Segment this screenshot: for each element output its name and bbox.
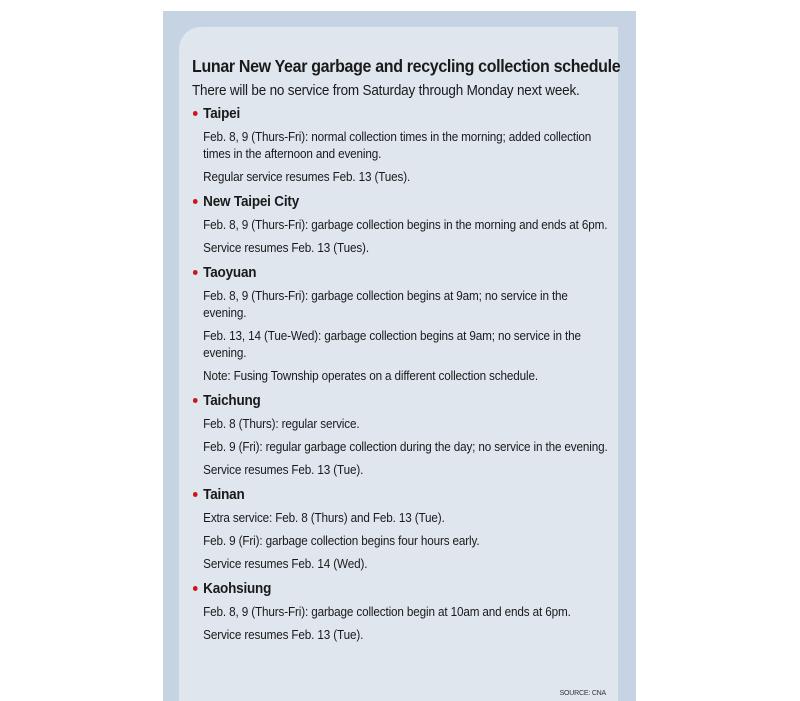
schedule-title: Lunar New Year garbage and recycling collection schedule	[192, 56, 621, 76]
city-section-new-taipei	[192, 192, 608, 257]
city-name-label: Taipei	[203, 106, 241, 122]
city-name-label: New Taipei City	[203, 194, 300, 210]
schedule-note: Feb. 8, 9 (Thurs-Fri): normal collection times in the morning; added collection times in the afternoon and evening.	[203, 130, 592, 161]
schedule-note: Feb. 9 (Fri): garbage collection begins four hours early.	[203, 534, 480, 548]
city-section-taoyuan	[192, 263, 604, 385]
city-name-label: Kaohsiung	[203, 581, 272, 597]
schedule-note: Service resumes Feb. 13 (Tues).	[203, 241, 369, 255]
bullet-icon	[193, 199, 198, 204]
schedule-subtitle: There will be no service from Saturday through Monday next week.	[192, 83, 580, 99]
city-section-kaohsiung	[192, 579, 604, 644]
city-section-taichung	[192, 391, 608, 479]
city-name	[192, 485, 575, 505]
bullet-icon	[193, 586, 198, 591]
schedule-note: Feb. 8, 9 (Thurs-Fri): garbage collection begins at 9am; no service in the evening.	[203, 289, 568, 320]
schedule-note: Regular service resumes Feb. 13 (Tues).	[203, 170, 411, 184]
city-name	[192, 104, 575, 124]
infographic-frame	[163, 11, 636, 701]
schedule-note: Service resumes Feb. 14 (Wed).	[203, 557, 368, 571]
schedule-note: Feb. 8, 9 (Thurs-Fri): garbage collection begins in the morning and ends at 6pm.	[203, 218, 608, 232]
schedule-note: Service resumes Feb. 13 (Tue).	[203, 628, 364, 642]
schedule-note: Feb. 8, 9 (Thurs-Fri): garbage collection begin at 10am and ends at 6pm.	[203, 605, 571, 619]
city-section-tainan	[192, 485, 604, 573]
bullet-icon	[193, 270, 198, 275]
city-name	[192, 391, 575, 411]
bullet-icon	[193, 492, 198, 497]
source-credit: SOURCE: CNA	[559, 690, 606, 697]
schedule-note: Feb. 13, 14 (Tue-Wed): garbage collection begins at 9am; no service in the evening.	[203, 329, 581, 360]
bullet-icon	[193, 111, 198, 116]
schedule-note: Service resumes Feb. 13 (Tue).	[203, 463, 364, 477]
city-name	[192, 263, 575, 283]
schedule-note: Note: Fusing Township operates on a different collection schedule.	[203, 369, 538, 383]
schedule-card	[179, 27, 621, 701]
schedule-note: Extra service: Feb. 8 (Thurs) and Feb. 13 (Tue).	[203, 511, 445, 525]
city-name-label: Tainan	[203, 487, 245, 503]
city-section-taipei	[192, 104, 604, 186]
bullet-icon	[193, 398, 198, 403]
schedule-note: Feb. 9 (Fri): regular garbage collection during the day; no service in the evening.	[203, 440, 608, 454]
city-name	[192, 579, 575, 599]
city-name-label: Taoyuan	[203, 265, 257, 281]
schedule-note: Feb. 8 (Thurs): regular service.	[203, 417, 360, 431]
city-name-label: Taichung	[203, 393, 261, 409]
city-name	[192, 192, 575, 212]
